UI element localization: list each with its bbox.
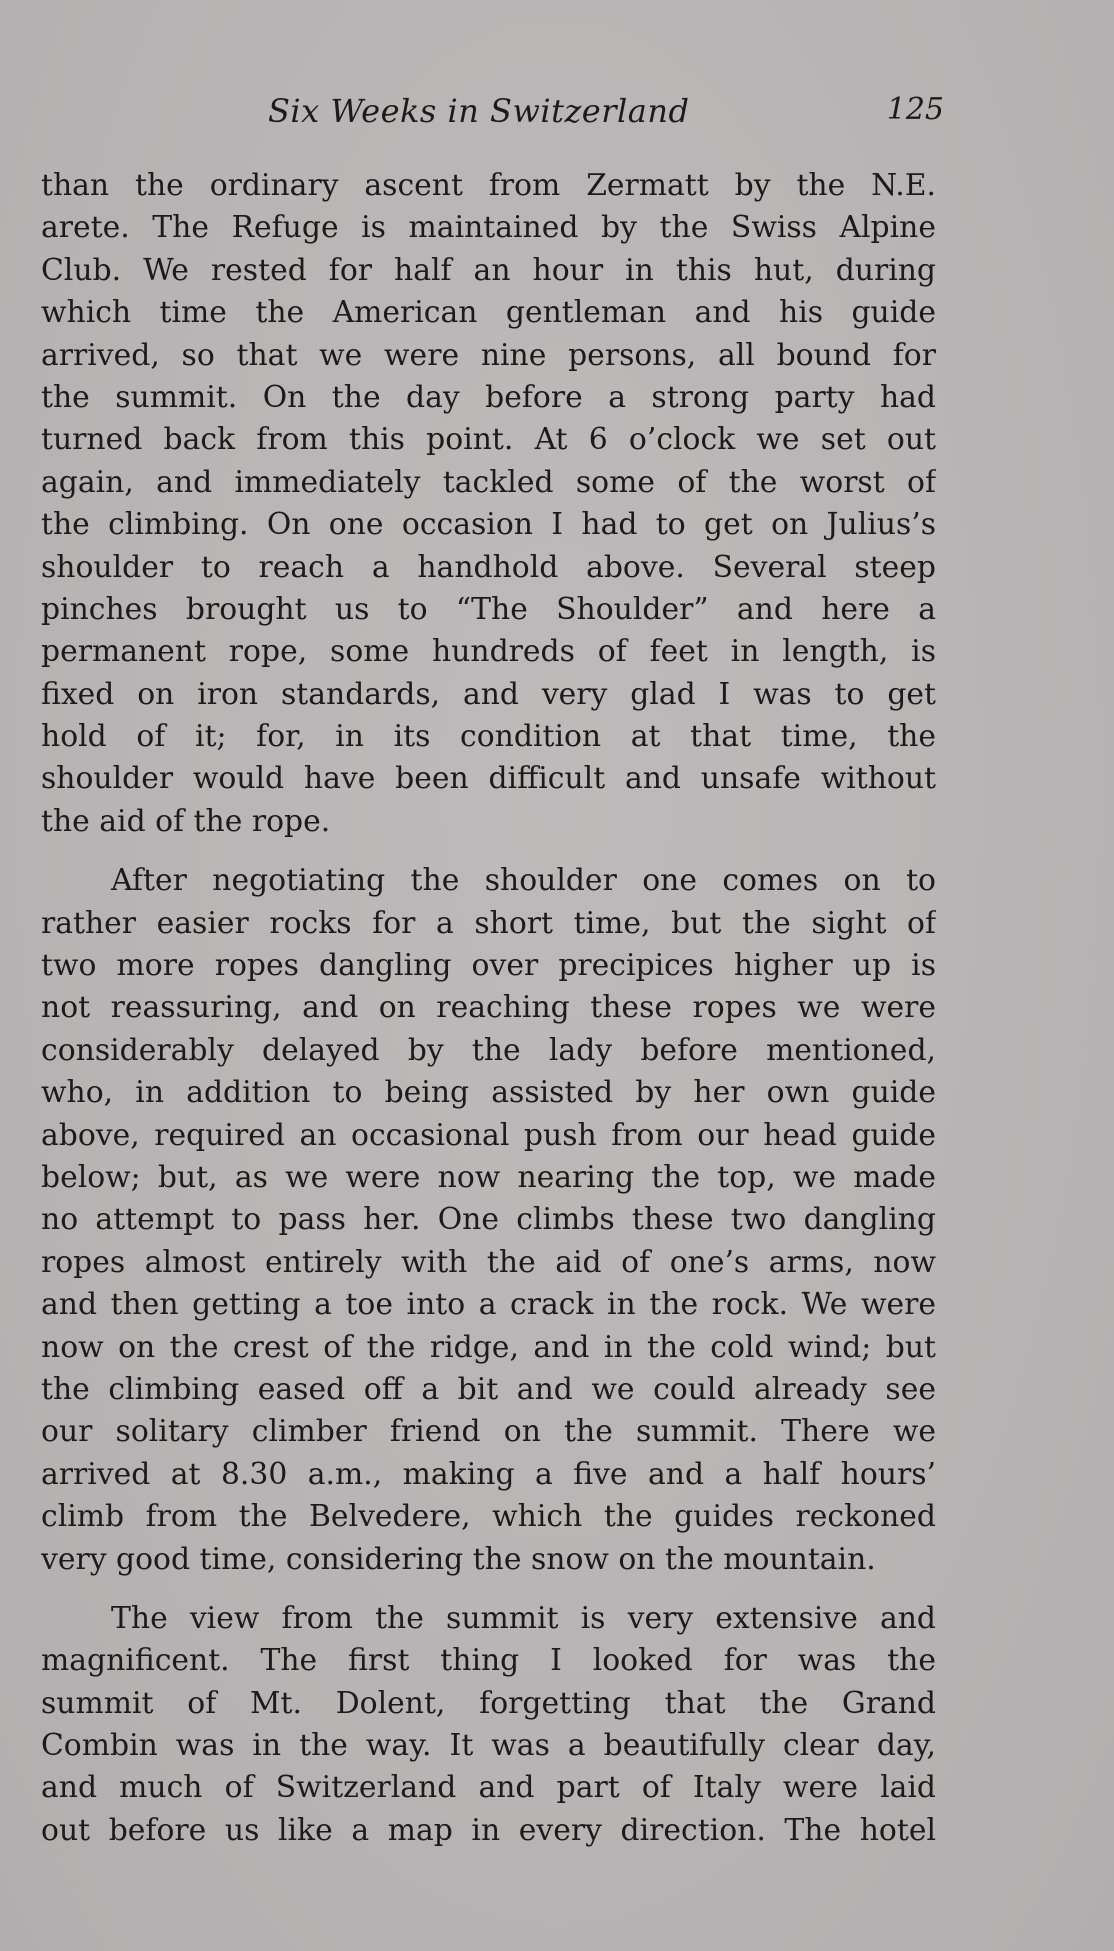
paragraph	[41, 860, 936, 1581]
text-line: the aid of the rope.	[41, 803, 331, 839]
text-line: arete. The Refuge is maintained by the Swiss Alpine	[41, 210, 936, 246]
text-line: our solitary climber friend on the summit. There we	[41, 1414, 936, 1450]
text-line: Club. We rested for half an hour in this hut, during	[41, 252, 936, 288]
text-line: and much of Switzerland and part of Italy were laid	[41, 1770, 936, 1806]
text-line: ropes almost entirely with the aid of one’s arms, now	[41, 1244, 936, 1280]
text-line: again, and immediately tackled some of the worst of	[41, 464, 936, 500]
text-line: the summit. On the day before a strong party had	[41, 379, 936, 415]
text-line: who, in addition to being assisted by her own guide	[41, 1075, 936, 1111]
text-line: now on the crest of the ridge, and in the cold wind; but	[41, 1329, 936, 1365]
text-line: the climbing eased off a bit and we could already see	[41, 1371, 936, 1407]
paragraph	[41, 1598, 936, 1852]
body-text	[41, 165, 936, 1852]
text-line: than the ordinary ascent from Zermatt by the N.E.	[41, 168, 936, 203]
text-line: rather easier rocks for a short time, but the sight of	[41, 905, 936, 941]
text-line: two more ropes dangling over precipices higher up is	[41, 948, 936, 984]
text-line: above, required an occasional push from our head guide	[41, 1117, 936, 1153]
text-line: fixed on iron standards, and very glad I was to get	[41, 676, 936, 712]
text-line: magnificent. The first thing I looked for was the	[41, 1643, 936, 1679]
text-line: summit of Mt. Dolent, forgetting that the Grand	[41, 1685, 936, 1721]
text-line: hold of it; for, in its condition at that time, the	[41, 719, 936, 755]
text-line: arrived at 8.30 a.m., making a five and a half hours’	[41, 1456, 936, 1492]
text-line: no attempt to pass her. One climbs these two dangling	[41, 1202, 936, 1238]
text-line: Combin was in the way. It was a beautifully clear day,	[41, 1728, 936, 1764]
text-line: not reassuring, and on reaching these ropes we were	[41, 990, 936, 1026]
text-line: climb from the Belvedere, which the guides reckoned	[41, 1499, 936, 1535]
text-line: and then getting a toe into a crack in the rock. We were	[41, 1287, 936, 1323]
text-line: The view from the summit is very extensive and	[111, 1600, 936, 1636]
paragraph	[41, 165, 936, 843]
paragraph-gap	[41, 1581, 936, 1598]
text-line: the climbing. On one occasion I had to get on Julius’s	[41, 507, 936, 543]
text-line: considerably delayed by the lady before mentioned,	[41, 1032, 936, 1068]
text-line: permanent rope, some hundreds of feet in length, is	[41, 634, 936, 670]
text-line: After negotiating the shoulder one comes on to	[111, 863, 936, 899]
page-number: 125	[886, 92, 944, 127]
running-title: Six Weeks in Switzerland	[268, 92, 690, 130]
text-line: out before us like a map in every direction. The hotel	[41, 1812, 936, 1848]
text-line: below; but, as we were now nearing the top, we made	[41, 1159, 936, 1195]
text-line: very good time, considering the snow on the mountain.	[41, 1541, 876, 1577]
text-line: which time the American gentleman and his guide	[41, 295, 936, 331]
text-line: shoulder to reach a handhold above. Several steep	[41, 549, 936, 585]
text-line: pinches brought us to “The Shoulder” and here a	[41, 591, 936, 627]
running-header	[40, 92, 944, 142]
text-line: shoulder would have been difficult and unsafe without	[41, 761, 936, 797]
paragraph-gap	[41, 843, 936, 860]
text-line: turned back from this point. At 6 o’clock we set out	[41, 422, 936, 458]
text-line: arrived, so that we were nine persons, all bound for	[41, 337, 936, 373]
